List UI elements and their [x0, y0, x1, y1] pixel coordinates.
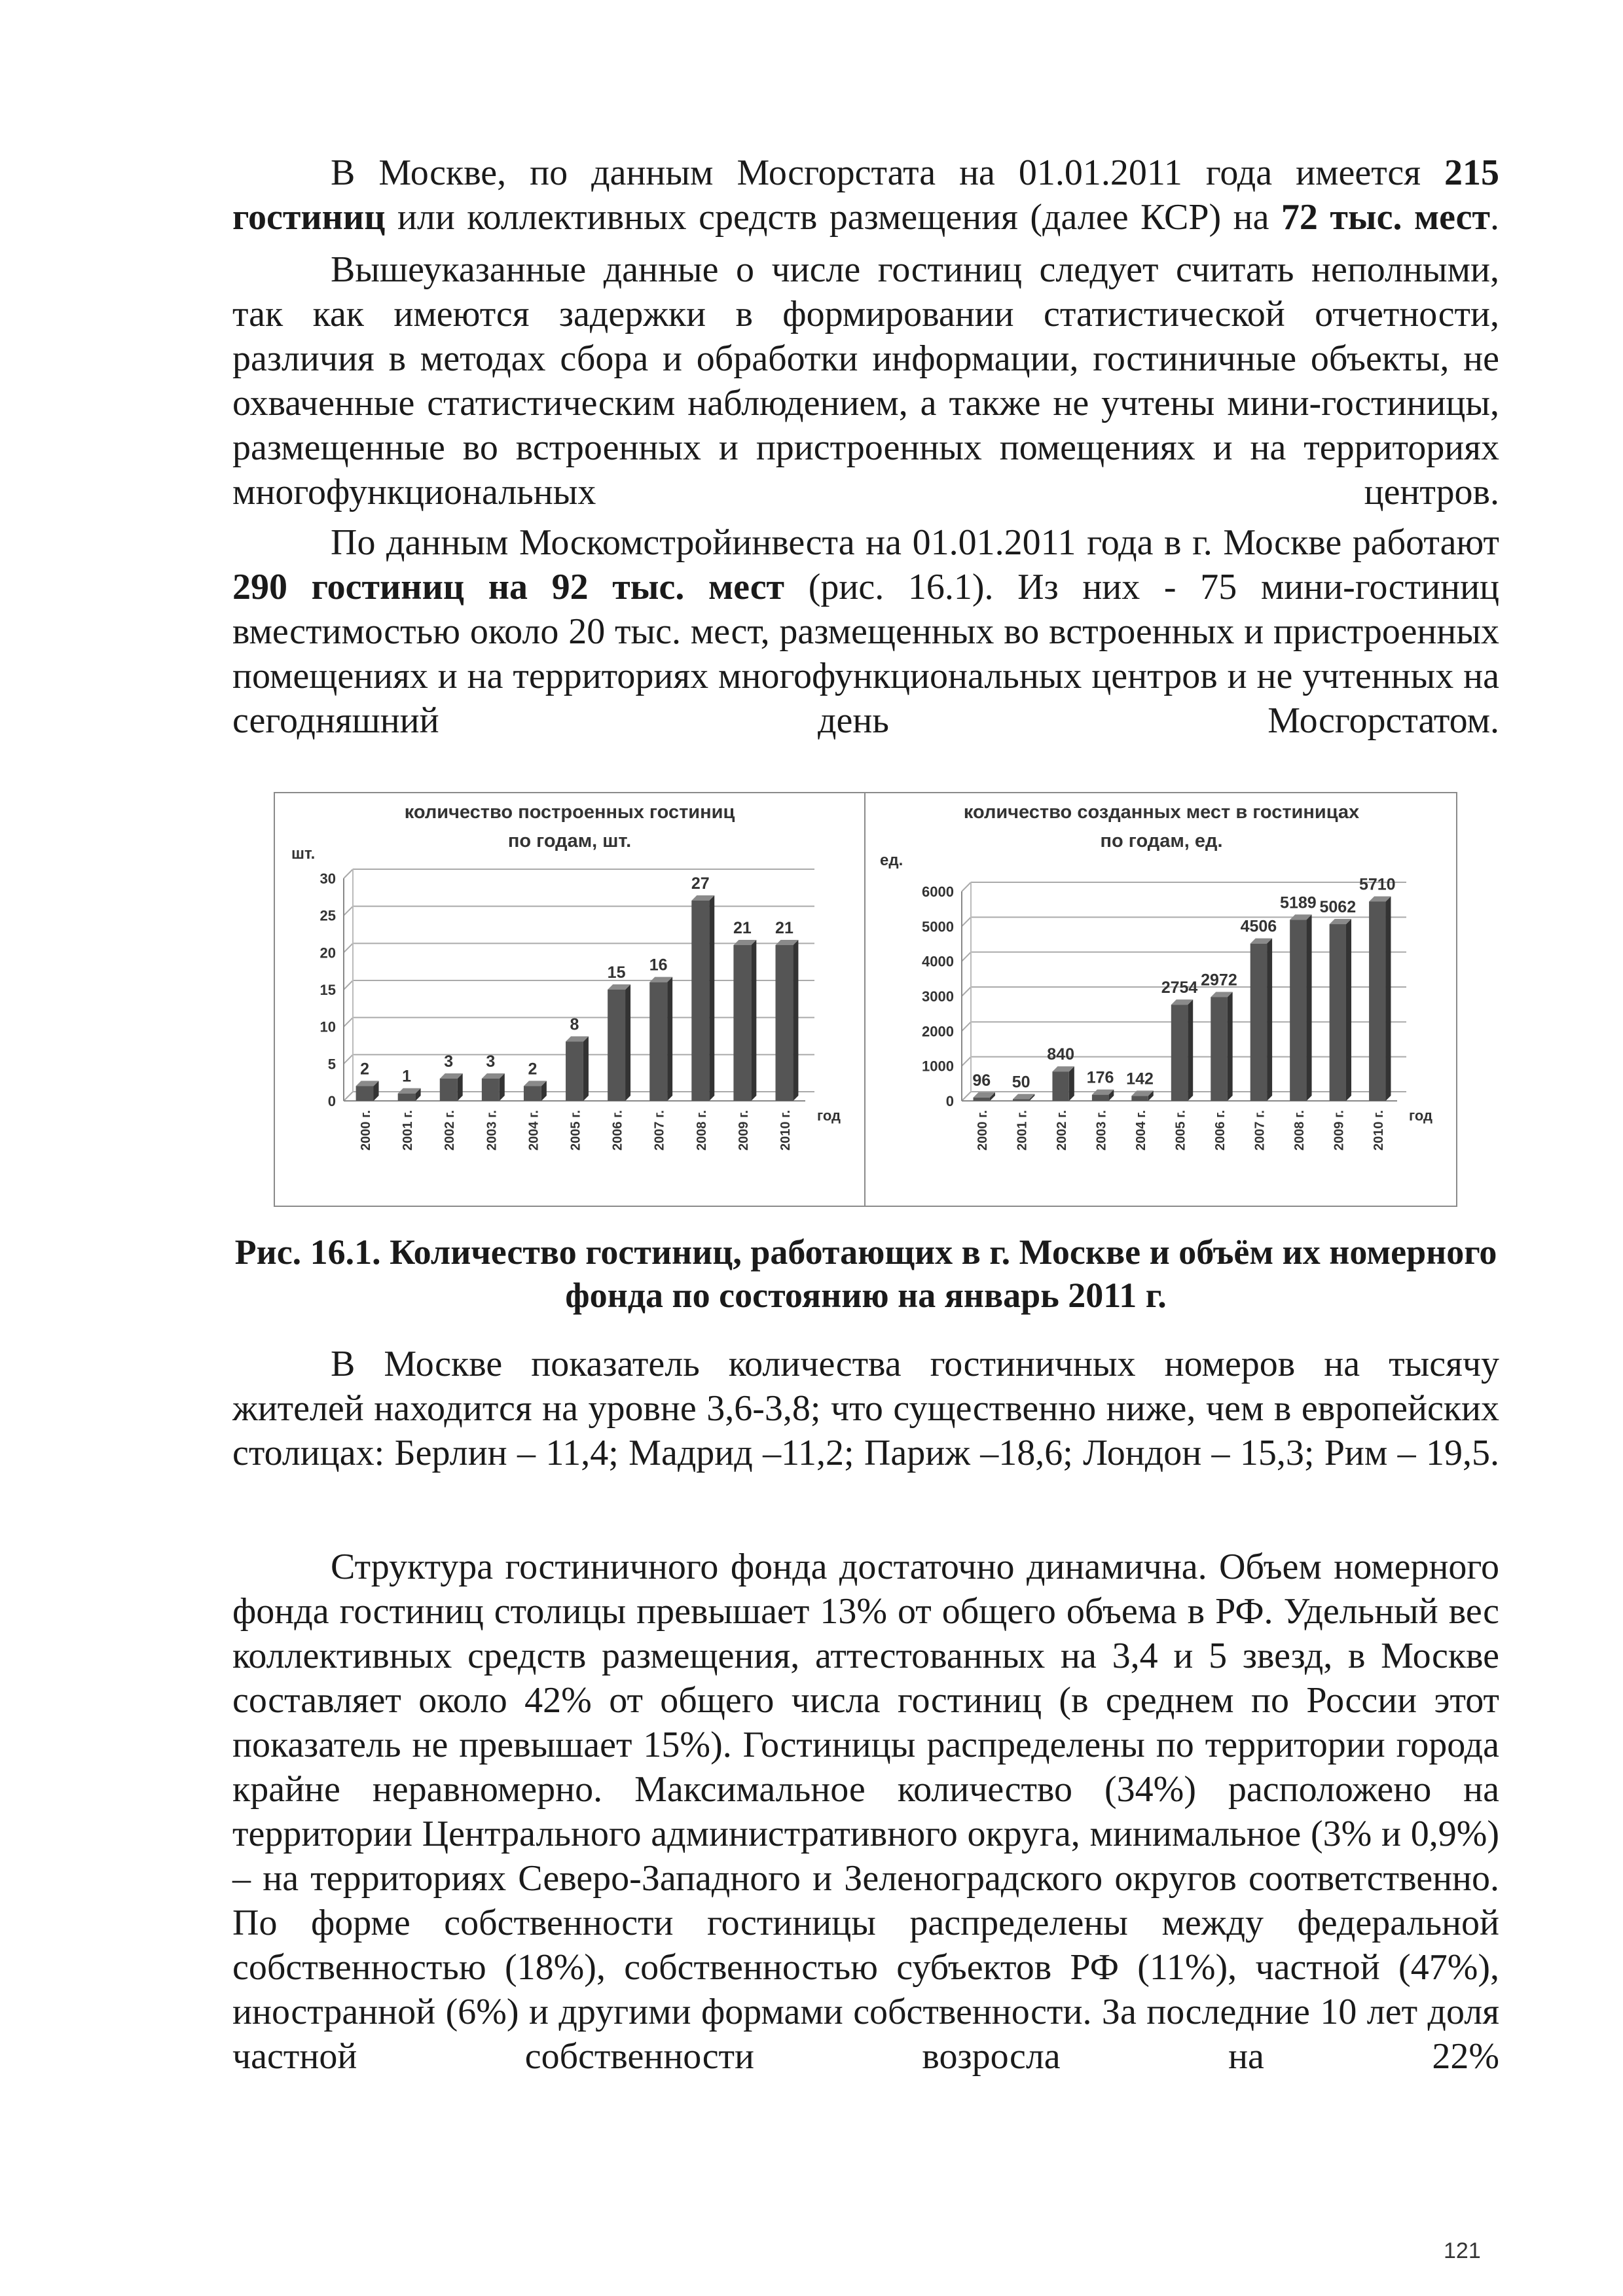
chart2-gridline-depth: [962, 917, 971, 926]
chart1-data-label: 2: [360, 1060, 369, 1079]
chart2-bar-side: [1267, 939, 1272, 1101]
p4-text: В Москве показатель количества гостиничных номеров на тысячу жителей находится на уровне 3,6-3,8; что существенно ниже, чем в европейских столицах: Берлин – 11,4; Мадрид –11,2; Париж –18,6; Лондон – 15,3; Рим – 19,5.: [232, 1344, 1499, 1473]
chart2-xtick-label: 2007 г.: [1252, 1110, 1267, 1151]
paragraph-4: [232, 1342, 1499, 1482]
chart2-xtick-label: 2010 г.: [1371, 1110, 1386, 1151]
chart2-gridline-depth: [962, 1057, 971, 1066]
chart1-xtick-label: 2001 г.: [401, 1110, 416, 1151]
chart1-ytick-label: 25: [319, 907, 336, 924]
chart2-ytick-label: 1000: [922, 1058, 954, 1075]
chart1-bar: [356, 1086, 374, 1101]
chart1-bar: [649, 982, 667, 1101]
chart2-bar: [974, 1098, 990, 1101]
chart1-bar: [775, 945, 793, 1101]
chart1-gridline-depth: [344, 869, 353, 878]
chart1-bar: [566, 1041, 583, 1101]
chart1-xtick-label: 2007 г.: [652, 1110, 667, 1151]
chart2-bar-side: [1346, 919, 1351, 1101]
p2-text: Вышеуказанные данные о числе гостиниц следует считать неполными, так как имеются задержки в формировании статистической отчетности, различия в методах сбора и обработки информации, гостиничные объекты, не охваченные статистическим наблюдением, а также не учтены мини-гостиницы, размещенные во встроенных и пристроенных помещениях и на территориях многофункциональных центров.: [232, 249, 1499, 512]
chart2-data-label: 2972: [1201, 971, 1237, 990]
chart1-bar-side: [793, 940, 798, 1101]
chart1-data-label: 8: [570, 1015, 579, 1034]
chart2-gridline-depth: [962, 1092, 971, 1101]
chart1-bar-side: [751, 940, 756, 1101]
chart2-data-label: 5062: [1319, 898, 1357, 917]
chart2-data-label: 5189: [1280, 893, 1317, 912]
chart2-ytick-label: 5000: [922, 918, 954, 935]
chart2-xtick-label: 2005 г.: [1173, 1110, 1188, 1151]
chart2-bar: [1131, 1096, 1148, 1101]
chart1-data-label: 3: [486, 1052, 496, 1071]
chart2-bar-side: [1228, 992, 1233, 1101]
chart2-data-label: 96: [972, 1071, 991, 1090]
chart1-ylabel: шт.: [291, 845, 316, 863]
chart1-title-line1: количество построенных гостиниц: [404, 802, 735, 823]
chart2-title-line1: количество созданных мест в гостиницах: [963, 802, 1360, 823]
chart1-ytick-label: 15: [319, 982, 336, 998]
chart2-xtick-label: 2003 г.: [1094, 1110, 1109, 1151]
chart1-data-label: 27: [691, 874, 710, 893]
chart2-gridline-depth: [962, 882, 971, 891]
chart1-bar-side: [709, 895, 714, 1101]
chart2-data-label: 840: [1047, 1045, 1074, 1064]
paragraph-2: [232, 247, 1499, 521]
chart1-ytick-label: 0: [327, 1093, 336, 1109]
chart2-title-line2: по годам, ед.: [1100, 831, 1223, 852]
chart1-gridline-depth: [344, 980, 353, 990]
p1-text-d: .: [1490, 197, 1500, 238]
chart2-gridline-depth: [962, 952, 971, 961]
page-number: 121: [1444, 2238, 1481, 2263]
chart1-data-label: 1: [402, 1067, 412, 1086]
chart1-bar: [398, 1094, 416, 1101]
chart2-xtick-label: 2002 г.: [1055, 1110, 1070, 1151]
hotels-built-chart: [275, 793, 866, 1206]
chart2-bar-side: [1385, 896, 1391, 1101]
chart1-ytick-label: 20: [319, 944, 336, 961]
chart2-gridline-depth: [962, 987, 971, 996]
figure-16-1: [274, 792, 1457, 1207]
chart2-xtick-label: 2000 г.: [976, 1110, 991, 1151]
p1-text-c: или коллективных средств размещения (далее КСР) на: [385, 197, 1281, 238]
chart2-bar: [1211, 997, 1227, 1101]
p1-bold-hotels: 215 гостиниц: [232, 152, 1499, 238]
chart2-bar: [1052, 1071, 1068, 1101]
places-created-chart-svg: [867, 793, 1456, 1206]
chart1-ytick-label: 5: [327, 1056, 336, 1073]
chart1-bar-side: [625, 984, 630, 1101]
chart2-gridline-depth: [962, 1022, 971, 1031]
chart1-bar: [440, 1079, 458, 1101]
p3-text-c: (рис. 16.1). Из них - 75 мини-гостиниц вместимостью около 20 тыс. мест, размещенных во встроенных и пристроенных помещениях и на территориях многофункциональных центров и не учтенных на сегодняшний день Мосгорстатом.: [232, 567, 1500, 741]
chart1-bar: [608, 990, 625, 1101]
chart2-xtick-label: 2009 г.: [1332, 1110, 1347, 1151]
p3-text-a: По данным Москомстройинвеста на 01.01.2011 года в г. Москве работают: [331, 522, 1499, 563]
chart2-bar-side: [1188, 999, 1193, 1101]
chart1-xtick-label: 2009 г.: [736, 1110, 751, 1151]
chart2-bar: [1092, 1095, 1108, 1101]
chart2-ytick-label: 6000: [922, 884, 954, 900]
chart1-xtick-label: 2008 г.: [694, 1110, 709, 1151]
chart1-xtick-label: 2006 г.: [610, 1110, 625, 1151]
chart2-bar-side: [1069, 1066, 1074, 1101]
chart1-title-line2: по годам, шт.: [507, 831, 632, 852]
chart1-data-label: 2: [528, 1060, 538, 1079]
chart2-bar: [1013, 1099, 1029, 1101]
chart1-bar: [482, 1079, 500, 1101]
chart1-data-label: 3: [444, 1052, 454, 1071]
chart1-xtick-label: 2000 г.: [359, 1110, 374, 1151]
chart1-xtick-label: 2010 г.: [778, 1110, 793, 1151]
chart1-xtick-label: 2004 г.: [526, 1110, 541, 1151]
chart1-data-label: 15: [607, 963, 626, 982]
chart2-ytick-label: 2000: [922, 1023, 954, 1040]
chart1-xtick-label: 2002 г.: [443, 1110, 458, 1151]
chart2-ytick-label: 0: [945, 1093, 954, 1109]
chart2-bar: [1290, 920, 1306, 1101]
chart1-bar: [691, 901, 709, 1101]
chart2-data-label: 50: [1012, 1073, 1030, 1092]
p5-text: Структура гостиничного фонда достаточно динамична. Объем номерного фонда гостиниц столицы превышает 13% от общего объема в РФ. Удельный вес коллективных средств размещения, аттестованных на 3,4 и 5 звезд, в Москве составляет около 42% от общего числа гостиниц (в среднем по России этот показатель не превышает 15%). Гостиницы распределены по территории города крайне неравномерно. Максимальное количество (34%) расположено на территории Центрального административного округа, минимальное (3% и 0,9%) – на территориях Северо-Западного и Зеленоградского округов соответственно. По форме собственности гостиницы распределены между федеральной собственностью (18%), собственностью субъектов РФ (11%), частной (47%), иностранной (6%) и другими формами собственности. За последние 10 лет доля частной собственности возросла на 22%: [232, 1547, 1499, 2077]
chart2-ylabel: ед.: [880, 852, 903, 869]
chart2-data-label: 142: [1126, 1069, 1154, 1088]
chart1-ytick-label: 10: [319, 1018, 336, 1035]
chart2-bar: [1369, 901, 1385, 1101]
chart1-bar-side: [667, 977, 672, 1101]
chart2-bar: [1330, 924, 1346, 1101]
chart2-xtick-label: 2001 г.: [1015, 1110, 1030, 1151]
chart2-ytick-label: 3000: [922, 988, 954, 1005]
chart1-gridline-depth: [344, 1054, 353, 1064]
chart1-gridline-depth: [344, 1092, 353, 1101]
places-created-chart: [867, 793, 1456, 1206]
chart2-xtick-label: 2004 г.: [1134, 1110, 1149, 1151]
chart1-xtick-label: 2005 г.: [568, 1110, 583, 1151]
figure-caption: Рис. 16.1. Количество гостиниц, работающих в г. Москве и объём их номерного фонда по состоянию на январь 2011 г.: [234, 1232, 1497, 1315]
chart2-data-label: 176: [1086, 1068, 1114, 1087]
chart1-bar: [524, 1086, 541, 1101]
chart1-bar: [733, 945, 751, 1101]
chart1-data-label: 21: [733, 919, 752, 937]
chart2-data-label: 5710: [1359, 875, 1396, 894]
p1-text-a: В Москве, по данным Мосгорстата на 01.01.2011 года имеется: [331, 152, 1444, 193]
chart2-xlabel: год: [1409, 1107, 1432, 1124]
chart1-gridline-depth: [344, 943, 353, 952]
chart1-data-label: 16: [649, 956, 668, 975]
hotels-built-chart-svg: [275, 793, 864, 1206]
chart2-bar-side: [1307, 914, 1312, 1101]
paragraph-5: [232, 1545, 1499, 2085]
paragraph-1: [232, 151, 1499, 246]
chart1-bar-side: [583, 1036, 589, 1101]
chart1-ytick-label: 30: [319, 870, 336, 887]
chart1-data-label: 21: [775, 919, 793, 937]
paragraph-3: [232, 520, 1499, 749]
chart2-xtick-label: 2008 г.: [1292, 1110, 1307, 1151]
chart2-data-label: 2754: [1161, 978, 1198, 997]
chart2-ytick-label: 4000: [922, 953, 954, 970]
chart2-data-label: 4506: [1240, 917, 1277, 936]
chart1-gridline-depth: [344, 1018, 353, 1027]
chart1-gridline-depth: [344, 906, 353, 916]
chart1-xlabel: год: [817, 1107, 841, 1124]
chart2-bar: [1250, 944, 1267, 1101]
chart1-xtick-label: 2003 г.: [484, 1110, 500, 1151]
chart2-xtick-label: 2006 г.: [1213, 1110, 1228, 1151]
chart2-bar: [1171, 1005, 1188, 1101]
p1-bold-places: 72 тыс. мест: [1281, 197, 1491, 238]
p3-bold: 290 гостиниц на 92 тыс. мест: [232, 567, 785, 607]
